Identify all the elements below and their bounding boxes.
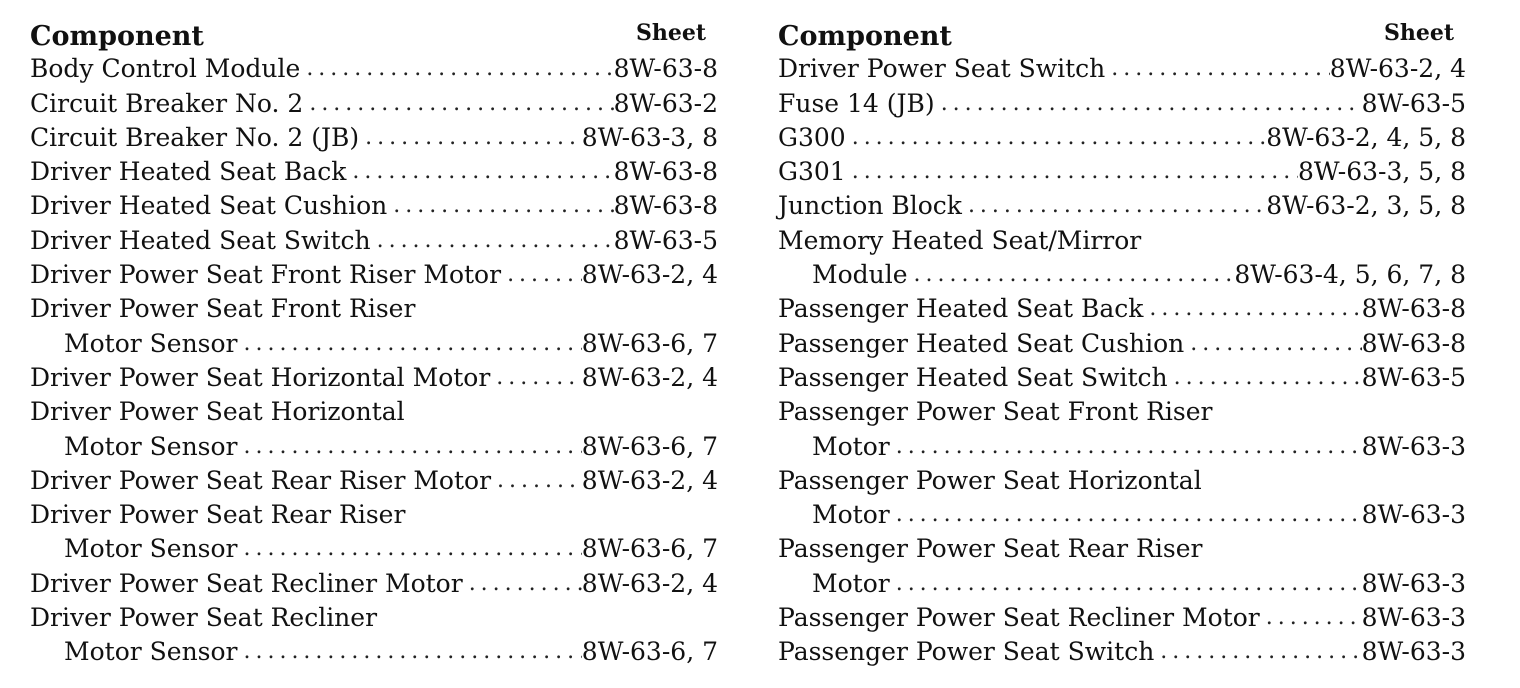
list-item — [778, 223, 1466, 257]
leader-dots — [463, 567, 582, 601]
leader-dots — [1105, 52, 1330, 86]
sheet-ref: 8W-63-6, 7 — [581, 637, 718, 667]
list-item — [30, 86, 718, 120]
list-item — [778, 86, 1466, 120]
sheet-ref: 8W-63-8 — [613, 157, 718, 187]
list-item — [30, 635, 718, 669]
sheet-ref: 8W-63-3, 5, 8 — [1298, 157, 1466, 187]
list-item — [30, 121, 718, 155]
list-item — [30, 52, 718, 86]
component-name: Motor — [812, 431, 890, 461]
leader-dots — [387, 189, 613, 223]
component-name: Driver Power Seat Front Riser — [30, 294, 416, 324]
list-item — [778, 326, 1466, 360]
component-name: Passenger Power Seat Switch — [778, 637, 1155, 667]
list-item — [778, 429, 1466, 463]
right-column — [778, 18, 1466, 669]
component-name: Body Control Module — [30, 54, 301, 84]
sheet-ref: 8W-63-5 — [1361, 88, 1466, 118]
leader-dots — [501, 258, 582, 292]
leader-dots — [846, 155, 1298, 189]
component-name: Passenger Heated Seat Back — [778, 294, 1144, 324]
component-name: Passenger Power Seat Rear Riser — [778, 534, 1203, 564]
component-name: Driver Power Seat Horizontal — [30, 397, 405, 427]
component-name: Fuse 14 (JB) — [778, 88, 935, 118]
component-name: Circuit Breaker No. 2 — [30, 88, 304, 118]
component-name: Memory Heated Seat/Mirror — [778, 225, 1142, 255]
component-heading: Component — [778, 21, 952, 52]
sheet-ref: 8W-63-8 — [613, 191, 718, 221]
list-item — [30, 601, 718, 635]
sheet-ref: 8W-63-5 — [613, 225, 718, 255]
leader-dots — [962, 189, 1266, 223]
leader-dots — [1260, 601, 1362, 635]
list-item — [30, 566, 718, 600]
list-item — [30, 361, 718, 395]
component-name: Motor Sensor — [64, 534, 238, 564]
list-item — [778, 258, 1466, 292]
component-name: Passenger Power Seat Front Riser — [778, 397, 1213, 427]
sheet-heading: Sheet — [635, 20, 706, 46]
list-item — [30, 155, 718, 189]
list-item — [778, 498, 1466, 532]
sheet-ref: 8W-63-3 — [1361, 603, 1466, 633]
leader-dots — [935, 87, 1362, 121]
component-name: Motor Sensor — [64, 328, 238, 358]
sheet-ref: 8W-63-5 — [1361, 362, 1466, 392]
leader-dots — [846, 121, 1267, 155]
leader-dots — [890, 567, 1362, 601]
leader-dots — [1154, 635, 1361, 669]
component-name: Passenger Power Seat Horizontal — [778, 465, 1202, 495]
list-item — [778, 121, 1466, 155]
sheet-ref: 8W-63-8 — [613, 54, 718, 84]
sheet-heading: Sheet — [1383, 20, 1454, 46]
list-item — [30, 258, 718, 292]
list-item — [30, 532, 718, 566]
component-name: Driver Heated Seat Cushion — [30, 191, 388, 221]
left-rows — [30, 52, 718, 669]
leader-dots — [238, 635, 582, 669]
sheet-ref: 8W-63-2, 4 — [581, 362, 718, 392]
component-name: Driver Power Seat Rear Riser — [30, 500, 406, 530]
sheet-ref: 8W-63-3 — [1361, 431, 1466, 461]
component-name: Motor — [812, 500, 890, 530]
leader-dots — [1184, 327, 1361, 361]
sheet-ref: 8W-63-3 — [1361, 568, 1466, 598]
sheet-ref: 8W-63-2, 4, 5, 8 — [1266, 122, 1466, 152]
list-item — [778, 464, 1466, 498]
component-name: Driver Heated Seat Switch — [30, 225, 371, 255]
sheet-ref: 8W-63-3 — [1361, 500, 1466, 530]
list-item — [778, 292, 1466, 326]
sheet-ref: 8W-63-8 — [1361, 328, 1466, 358]
list-item — [30, 223, 718, 257]
component-name: G300 — [778, 122, 846, 152]
component-name: G301 — [778, 157, 846, 187]
list-item — [30, 429, 718, 463]
leader-dots — [238, 532, 582, 566]
leader-dots — [890, 498, 1362, 532]
leader-dots — [238, 430, 582, 464]
component-name: Circuit Breaker No. 2 (JB) — [30, 122, 360, 152]
sheet-ref: 8W-63-2, 3, 5, 8 — [1266, 191, 1466, 221]
list-item — [778, 52, 1466, 86]
sheet-ref: 8W-63-6, 7 — [581, 431, 718, 461]
list-item — [30, 292, 718, 326]
leader-dots — [1168, 361, 1362, 395]
leader-dots — [300, 52, 613, 86]
component-name: Module — [812, 260, 908, 290]
leader-dots — [1143, 292, 1361, 326]
sheet-ref: 8W-63-6, 7 — [581, 328, 718, 358]
component-name: Passenger Heated Seat Cushion — [778, 328, 1185, 358]
list-item — [30, 464, 718, 498]
list-item — [778, 601, 1466, 635]
component-name: Driver Power Seat Recliner Motor — [30, 568, 463, 598]
sheet-ref: 8W-63-6, 7 — [581, 534, 718, 564]
leader-dots — [346, 155, 613, 189]
leader-dots — [371, 224, 614, 258]
component-name: Driver Heated Seat Back — [30, 157, 347, 187]
component-heading: Component — [30, 21, 204, 52]
left-header — [30, 18, 718, 52]
list-item — [778, 566, 1466, 600]
component-name: Driver Power Seat Front Riser Motor — [30, 260, 502, 290]
list-item — [30, 326, 718, 360]
list-item — [778, 189, 1466, 223]
leader-dots — [238, 327, 582, 361]
list-item — [778, 361, 1466, 395]
list-item — [30, 395, 718, 429]
sheet-ref: 8W-63-2, 4 — [581, 568, 718, 598]
list-item — [30, 189, 718, 223]
component-name: Driver Power Seat Switch — [778, 54, 1106, 84]
left-column — [30, 18, 718, 669]
leader-dots — [890, 430, 1362, 464]
list-item — [778, 532, 1466, 566]
sheet-ref: 8W-63-8 — [1361, 294, 1466, 324]
right-rows — [778, 52, 1466, 669]
component-name: Passenger Heated Seat Switch — [778, 362, 1168, 392]
sheet-ref: 8W-63-2 — [613, 88, 718, 118]
sheet-ref: 8W-63-3 — [1361, 637, 1466, 667]
component-name: Motor — [812, 568, 890, 598]
leader-dots — [303, 87, 613, 121]
leader-dots — [359, 121, 582, 155]
component-name: Motor Sensor — [64, 637, 238, 667]
right-header — [778, 18, 1466, 52]
component-name: Passenger Power Seat Recliner Motor — [778, 603, 1260, 633]
sheet-ref: 8W-63-2, 4 — [1329, 54, 1466, 84]
list-item — [30, 498, 718, 532]
component-name: Driver Power Seat Rear Riser Motor — [30, 465, 492, 495]
leader-dots — [908, 258, 1235, 292]
component-name: Motor Sensor — [64, 431, 238, 461]
sheet-ref: 8W-63-2, 4 — [581, 260, 718, 290]
leader-dots — [491, 464, 582, 498]
list-item — [778, 395, 1466, 429]
component-name: Driver Power Seat Horizontal Motor — [30, 362, 491, 392]
sheet-ref: 8W-63-2, 4 — [581, 465, 718, 495]
component-name: Driver Power Seat Recliner — [30, 603, 378, 633]
component-name: Junction Block — [778, 191, 962, 221]
sheet-ref: 8W-63-4, 5, 6, 7, 8 — [1234, 260, 1466, 290]
leader-dots — [490, 361, 582, 395]
list-item — [778, 635, 1466, 669]
sheet-ref: 8W-63-3, 8 — [581, 122, 718, 152]
list-item — [778, 155, 1466, 189]
